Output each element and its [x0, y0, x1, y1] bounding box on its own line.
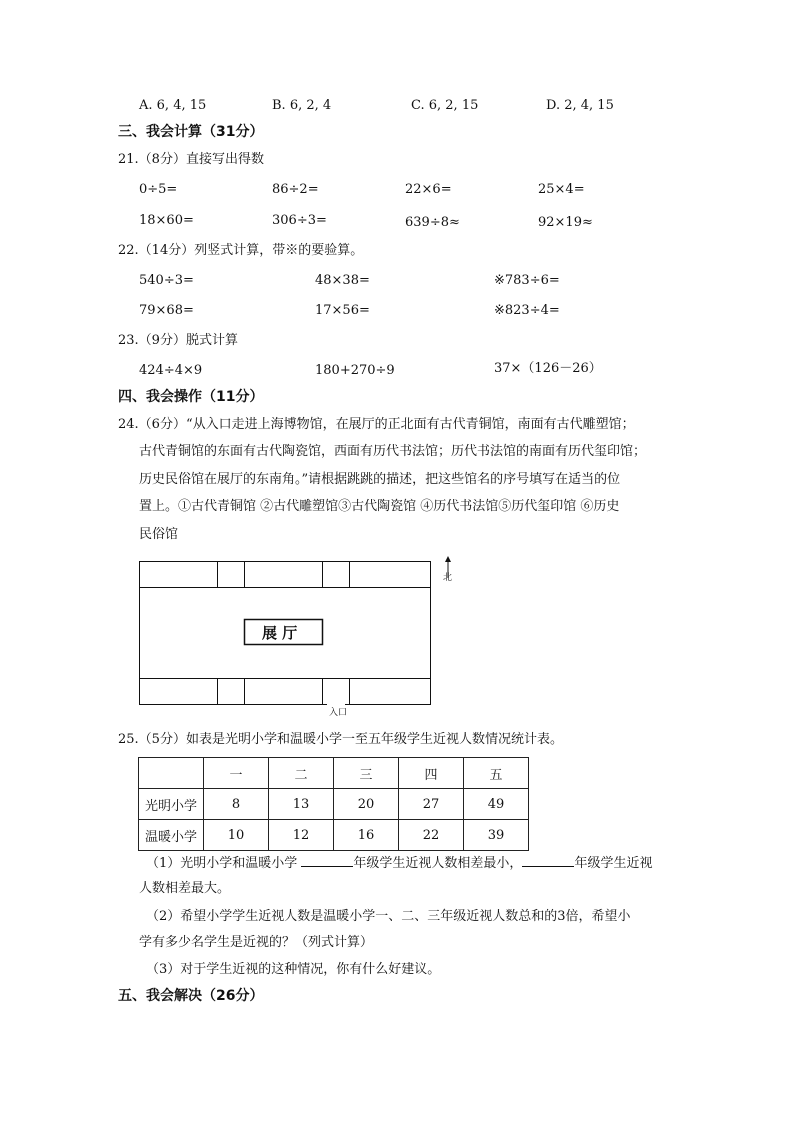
table-header-cell: 三: [334, 758, 399, 789]
q21-item: 25×4=: [538, 182, 585, 197]
q25-sub1-part: （1）光明小学和温暖小学: [146, 856, 298, 871]
table-header-cell: 四: [399, 758, 464, 789]
table-header-cell: 二: [269, 758, 334, 789]
room-south-east: [350, 679, 431, 705]
q21-item: 306÷3=: [272, 213, 327, 228]
q24-line: 24.（6分）“从入口走进上海博物馆，在展厅的正北面有古代青铜馆，南面有古代雕塑馆；: [118, 417, 635, 432]
table-cell: 20: [334, 789, 399, 820]
table-cell: 16: [334, 820, 399, 851]
north-label: 北: [443, 573, 453, 583]
q21-item: 92×19≈: [538, 215, 593, 230]
q22-item: 48×38=: [315, 273, 370, 288]
q25-sub1-part: 年级学生近视人数相差最小，: [353, 856, 523, 871]
q23-title: 23.（9分）脱式计算: [118, 333, 238, 348]
q21-title: 21.（8分）直接写出得数: [118, 152, 264, 167]
answer-blank[interactable]: [522, 854, 574, 867]
q23-item: 424÷4×9: [139, 363, 203, 378]
myopia-table: [138, 757, 529, 851]
q24-line: 历史民俗馆在展厅的东南角。”请根据跳跳的描述，把这些馆名的序号填写在适当的位: [139, 472, 621, 487]
table-cell: 49: [464, 789, 529, 820]
table-header-cell: [139, 758, 204, 789]
table-row: [139, 789, 529, 820]
q22-item: ※783÷6=: [494, 273, 560, 288]
room-north: [245, 562, 323, 588]
q21-item: 0÷5=: [139, 182, 178, 197]
room-south-west: [140, 679, 218, 705]
q22-item: 79×68=: [139, 303, 194, 318]
choice-a: A. 6, 4, 15: [139, 98, 207, 113]
q22-item: ※823÷4=: [494, 303, 560, 318]
q23-item: 180+270÷9: [315, 363, 395, 378]
table-cell: 27: [399, 789, 464, 820]
entrance-label: 入口: [329, 708, 348, 718]
table-cell: 温暖小学: [139, 820, 204, 851]
q25-title: 25.（5分）如表是光明小学和温暖小学一至五年级学生近视人数情况统计表。: [118, 732, 563, 747]
table-header-cell: 一: [204, 758, 269, 789]
q23-item: 37×（126－26）: [494, 361, 602, 376]
q21-item: 18×60=: [139, 213, 194, 228]
room-north-east: [350, 562, 431, 588]
q25-sub1-cont: 人数相差最大。: [139, 881, 231, 896]
q21-item: 639÷8≈: [405, 215, 460, 230]
q24-line: 民俗馆: [139, 527, 179, 542]
q25-sub1: [146, 854, 652, 872]
q21-item: 86÷2=: [272, 182, 319, 197]
section-5-title: 五、我会解决（26分）: [118, 988, 264, 1004]
q24-line: 古代青铜馆的东面有古代陶瓷馆，西面有历代书法馆；历代书法馆的南面有历代玺印馆；: [139, 444, 647, 459]
q25-sub2: （2）希望小学学生近视人数是温暖小学一、二、三年级近视人数总和的3倍，希望小: [146, 909, 631, 924]
table-cell: 13: [269, 789, 334, 820]
room-north-west: [140, 562, 218, 588]
hall-label: 展 厅: [262, 624, 298, 642]
table-cell: 39: [464, 820, 529, 851]
table-cell: 光明小学: [139, 789, 204, 820]
q25-sub1-part: 年级学生近视: [574, 856, 653, 871]
choice-d: D. 2, 4, 15: [546, 98, 614, 113]
choice-b: B. 6, 2, 4: [272, 98, 332, 113]
q25-sub2-cont: 学有多少名学生是近视的？（列式计算）: [139, 935, 374, 950]
table-header-cell: 五: [464, 758, 529, 789]
q22-title: 22.（14分）列竖式计算，带※的要验算。: [118, 243, 364, 258]
q24-line: 置上。①古代青铜馆 ②古代雕塑馆③古代陶瓷馆 ④历代书法馆⑤历代玺印馆 ⑥历史: [139, 499, 620, 514]
table-header-row: [139, 758, 529, 789]
table-cell: 10: [204, 820, 269, 851]
choice-c: C. 6, 2, 15: [411, 98, 479, 113]
section-4-title: 四、我会操作（11分）: [118, 389, 264, 405]
q22-item: 17×56=: [315, 303, 370, 318]
answer-blank[interactable]: [301, 854, 353, 867]
room-south: [245, 679, 323, 705]
q22-item: 540÷3=: [139, 273, 194, 288]
table-cell: 12: [269, 820, 334, 851]
table-row: [139, 820, 529, 851]
q25-sub3: （3）对于学生近视的这种情况，你有什么好建议。: [146, 962, 441, 977]
table-cell: 22: [399, 820, 464, 851]
table-cell: 8: [204, 789, 269, 820]
q21-item: 22×6=: [405, 182, 452, 197]
section-3-title: 三、我会计算（31分）: [118, 124, 264, 140]
